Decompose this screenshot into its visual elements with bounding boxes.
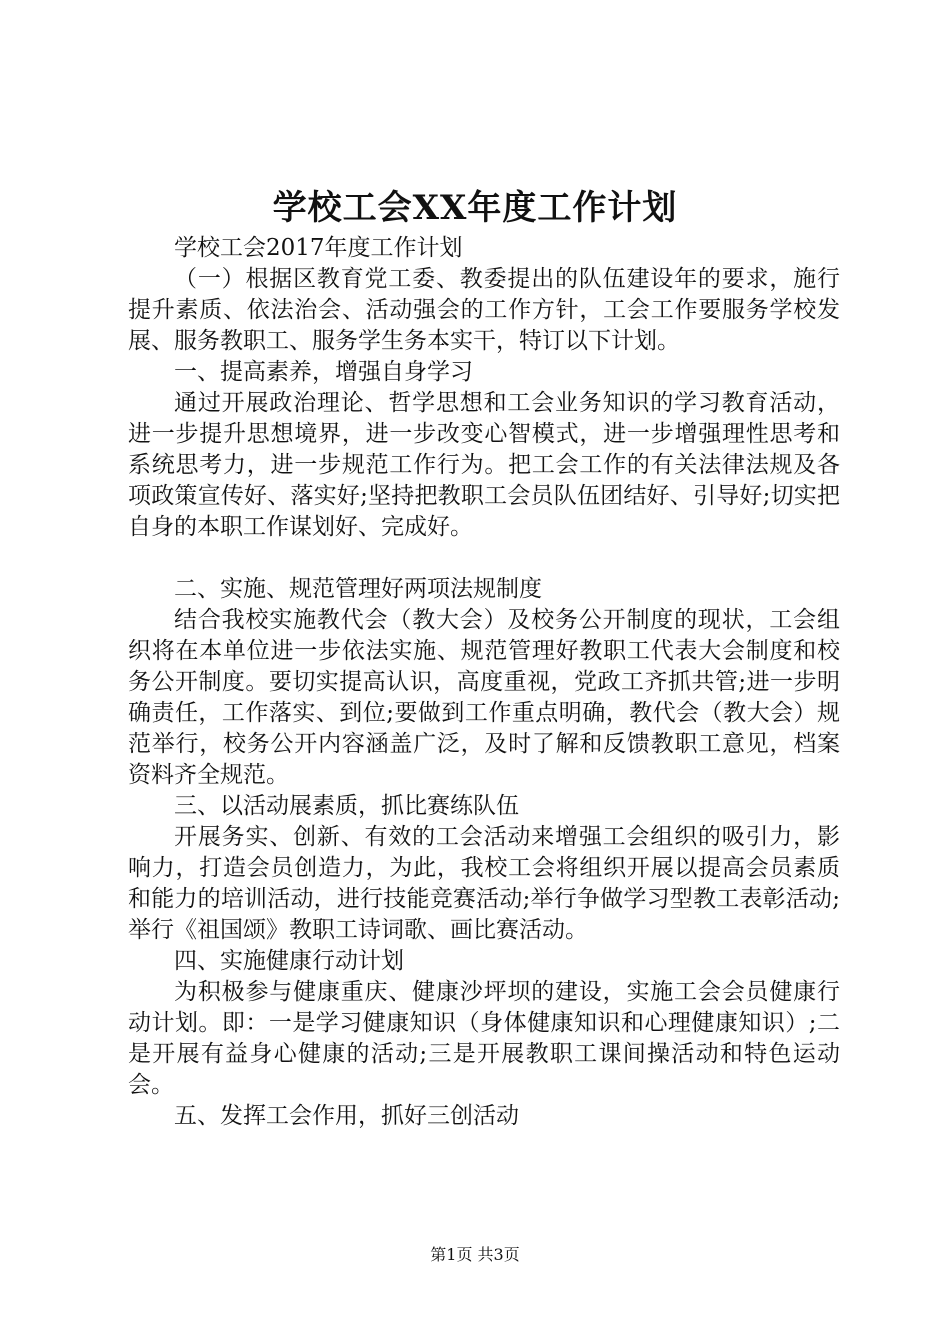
document-title: 学校工会XX年度工作计划 <box>272 188 678 228</box>
section-heading-4: 四、实施健康行动计划 <box>174 948 404 974</box>
section-body-4: 为积极参与健康重庆、健康沙坪坝的建设，实施工会会员健康行动计划。即：一是学习健康知识（身体健康知识和心理健康知识）;二是开展有益身心健康的活动;三是开展教职工课间操活动和特色运动会。 <box>128 979 840 1098</box>
page-footer: 第1页 共3页 <box>430 1245 520 1264</box>
subtitle-line: 学校工会2017年度工作计划 <box>174 235 463 261</box>
section-body-2: 结合我校实施教代会（教大会）及校务公开制度的现状，工会组织将在本单位进一步依法实施、规范管理好教职工代表大会制度和校务公开制度。要切实提高认识，高度重视，党政工齐抓共管;进一步明确责任，工作落实、到位;要做到工作重点明确，教代会（教大会）规范举行，校务公开内容涵盖广泛，及时了解和反馈教职工意见，档案资料齐全规范。 <box>128 607 840 788</box>
section-heading-3: 三、以活动展素质，抓比赛练队伍 <box>174 793 519 819</box>
section-heading-1: 一、提高素养，增强自身学习 <box>174 359 473 385</box>
document-body <box>128 233 840 1132</box>
section-heading-5: 五、发挥工会作用，抓好三创活动 <box>174 1103 519 1129</box>
section-body-1: 通过开展政治理论、哲学思想和工会业务知识的学习教育活动，进一步提升思想境界，进一步改变心智模式，进一步增强理性思考和系统思考力，进一步规范工作行为。把工会工作的有关法律法规及各项政策宣传好、落实好;坚持把教职工会员队伍团结好、引导好;切实把自身的本职工作谋划好、完成好。 <box>128 390 840 540</box>
section-heading-2: 二、实施、规范管理好两项法规制度 <box>174 576 542 602</box>
section-body-3: 开展务实、创新、有效的工会活动来增强工会组织的吸引力，影响力，打造会员创造力，为此，我校工会将组织开展以提高会员素质和能力的培训活动，进行技能竞赛活动;举行争做学习型教工表彰活动;举行《祖国颂》教职工诗词歌、画比赛活动。 <box>128 824 840 943</box>
intro-paragraph: （一）根据区教育党工委、教委提出的队伍建设年的要求，施行提升素质、依法治会、活动强会的工作方针，工会工作要服务学校发展、服务教职工、服务学生务本实干，特订以下计划。 <box>128 266 840 354</box>
